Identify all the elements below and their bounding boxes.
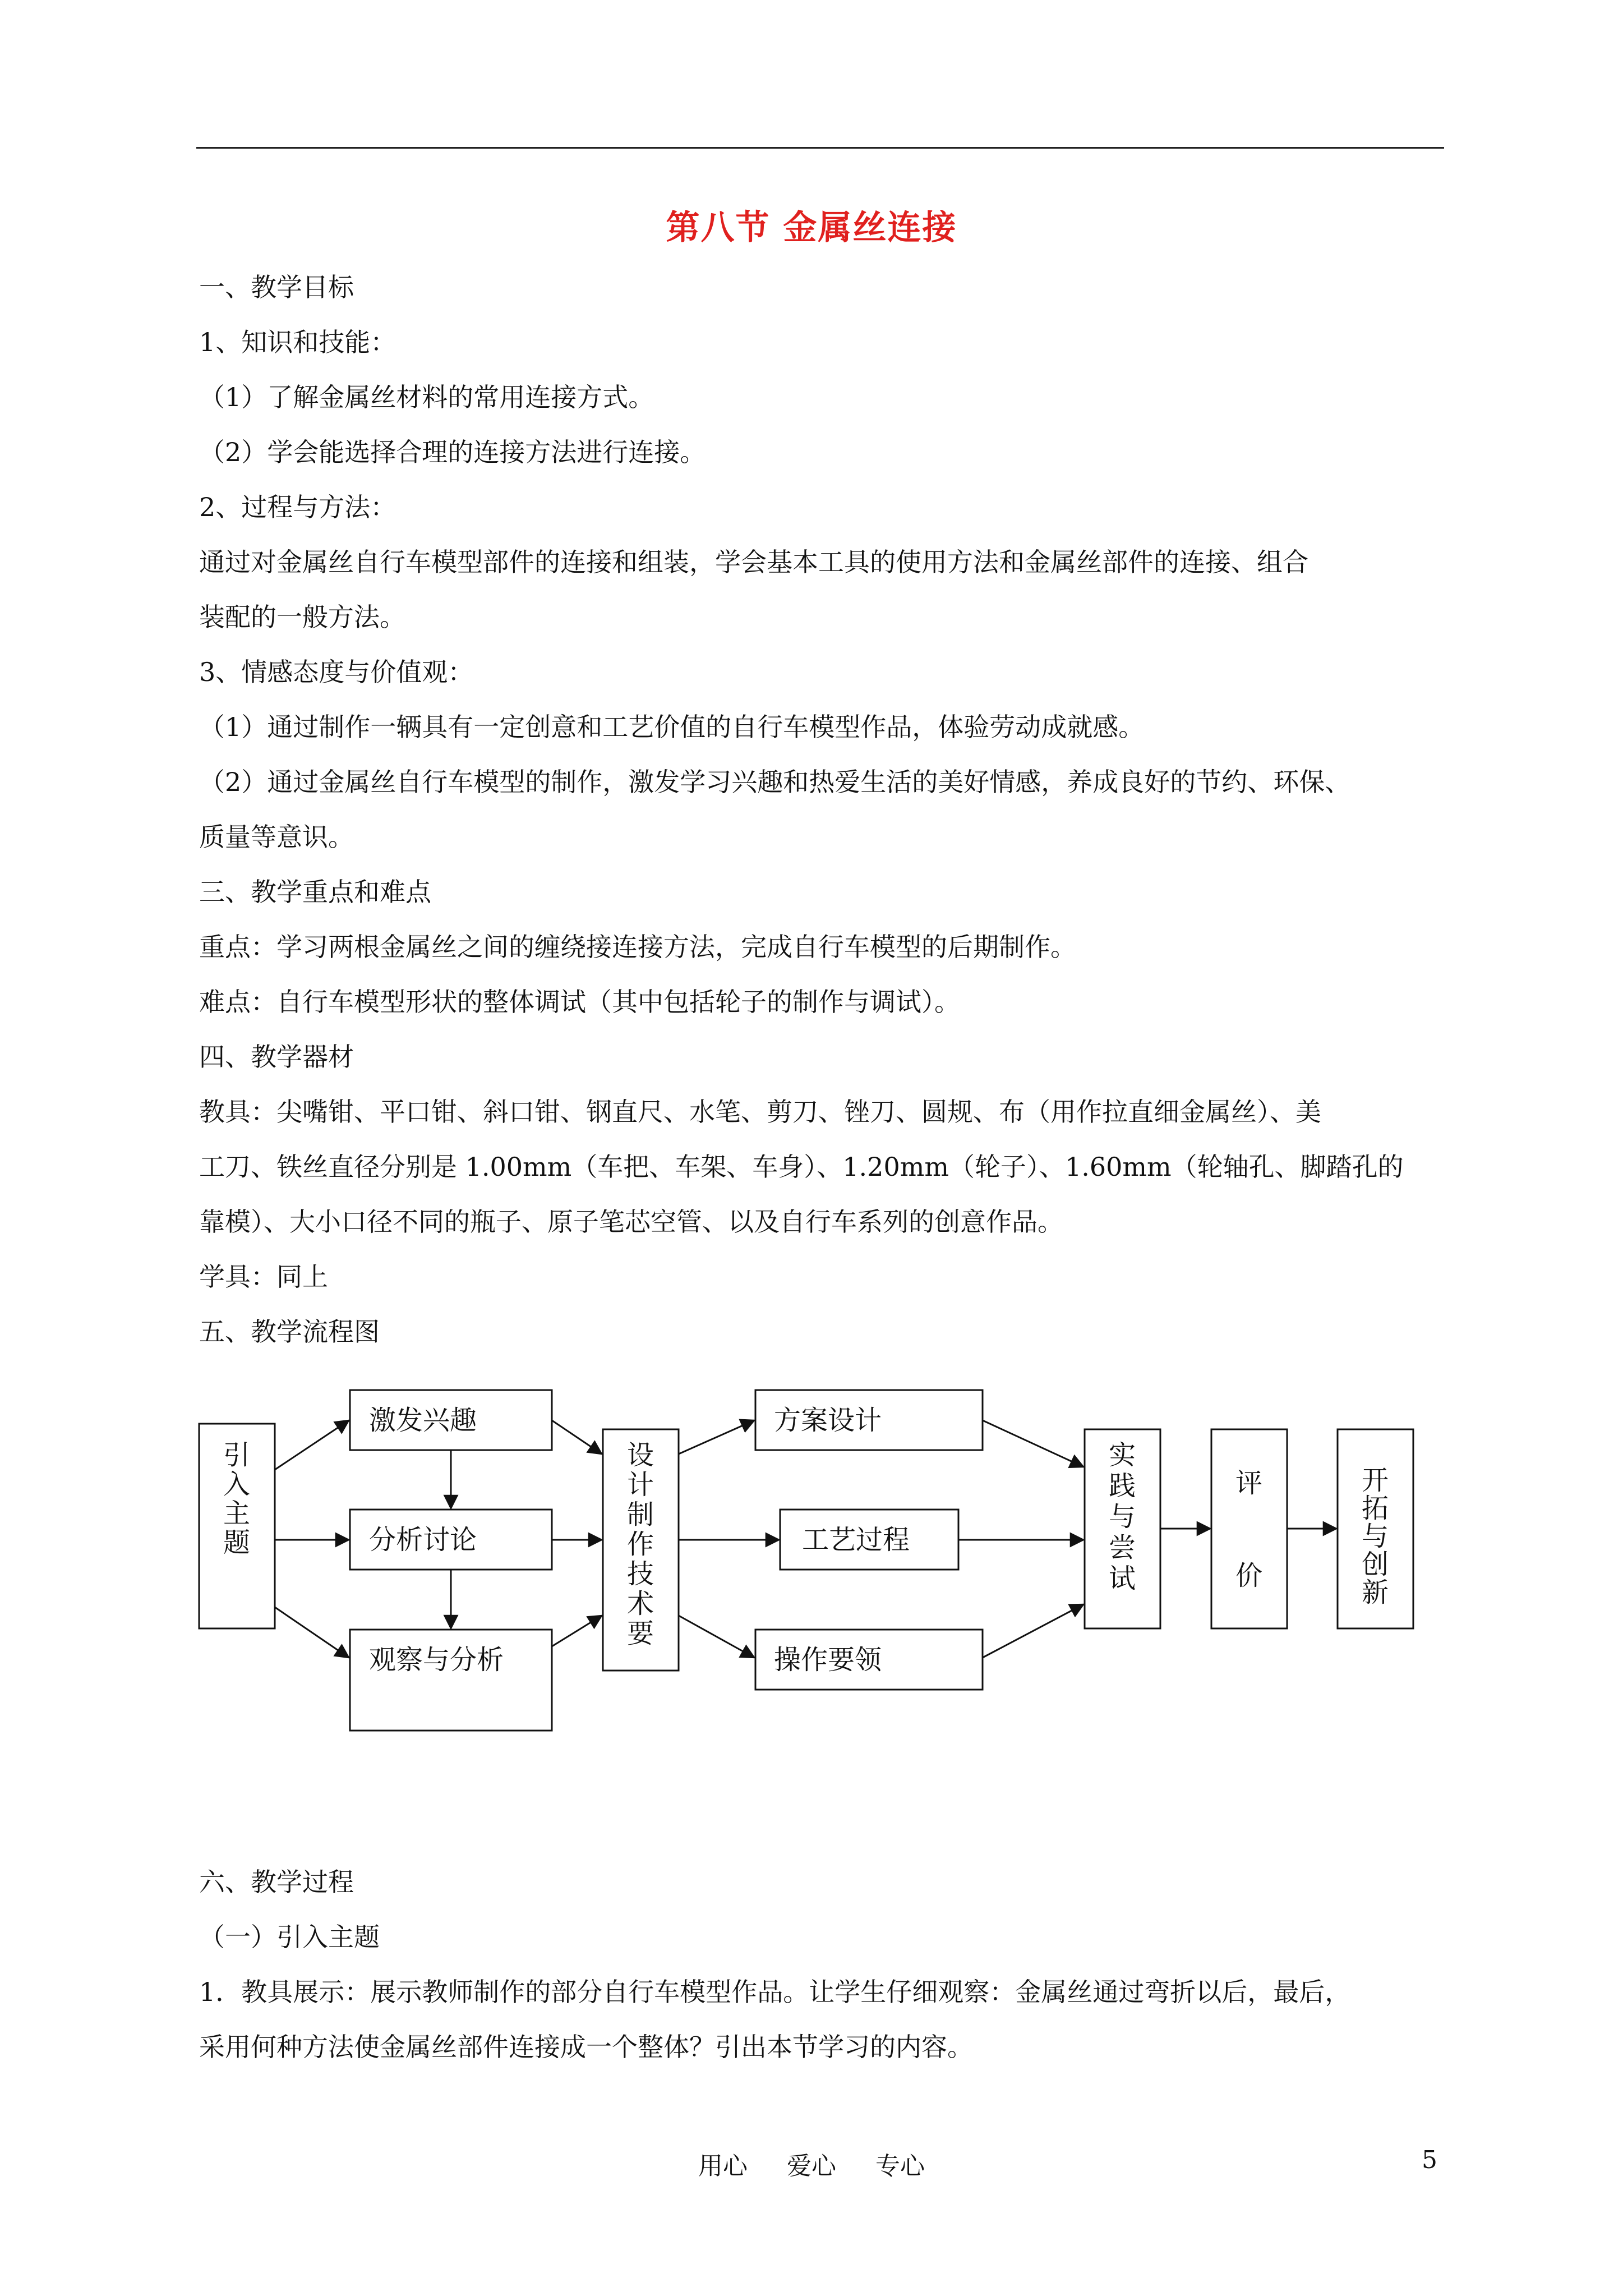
text-line: 六、教学过程 <box>199 1867 354 1897</box>
text-line: 学具：同上 <box>199 1262 328 1292</box>
arrow-design-plan <box>679 1420 754 1454</box>
box-evaluate <box>1211 1429 1287 1628</box>
arrow-plan-practice <box>983 1420 1083 1467</box>
text-line: 通过对金属丝自行车模型部件的连接和组装，学会基本工具的使用方法和金属丝部件的连接、组合 <box>199 547 1308 577</box>
label-practice-char: 尝 <box>1108 1532 1136 1563</box>
page-footer <box>0 2146 1623 2182</box>
label-evaluate-char: 价 <box>1235 1560 1263 1591</box>
footer-item: 爱心 <box>787 2152 836 2180</box>
text-line: 三、教学重点和难点 <box>199 877 431 907</box>
label-practice-char: 实 <box>1108 1439 1136 1471</box>
label-design-char: 要 <box>626 1618 654 1649</box>
text-line: 教具：尖嘴钳、平口钳、斜口钳、钢直尺、水笔、剪刀、锉刀、圆规、布（用作拉直细金属丝）、美 <box>199 1097 1321 1127</box>
label-innovate-char: 新 <box>1361 1577 1389 1608</box>
label-design-char: 作 <box>626 1529 654 1560</box>
text-line: 1、知识和技能： <box>199 327 396 357</box>
page-title: 第八节 金属丝连接 <box>666 208 957 247</box>
label-process: 工艺过程 <box>802 1524 910 1556</box>
label-start-char: 题 <box>223 1527 251 1558</box>
text-line: 工刀、铁丝直径分别是 1.00mm（车把、车架、车身）、1.20mm（轮子）、1.60mm（轮轴孔、脚踏孔的 <box>199 1152 1404 1182</box>
label-design-char: 术 <box>626 1588 654 1619</box>
text-line: 质量等意识。 <box>199 822 354 852</box>
text-line: 3、情感态度与价值观： <box>199 657 474 687</box>
arrow-start-motivate <box>275 1420 349 1470</box>
label-start-char: 入 <box>223 1469 251 1500</box>
footer-item: 专心 <box>875 2152 925 2180</box>
label-design-char: 设 <box>626 1439 654 1471</box>
label-design-char: 制 <box>626 1499 654 1530</box>
label-design-char: 计 <box>626 1469 654 1501</box>
text-line: （1）了解金属丝材料的常用连接方式。 <box>199 382 654 412</box>
label-essentials: 操作要领 <box>774 1644 882 1676</box>
arrow-start-observe <box>275 1607 349 1658</box>
label-start-char: 主 <box>223 1498 251 1529</box>
label-design-char: 技 <box>626 1558 654 1590</box>
text-line: （1）通过制作一辆具有一定创意和工艺价值的自行车模型作品，体验劳动成就感。 <box>199 712 1145 742</box>
text-line: （2）学会能选择合理的连接方法进行连接。 <box>199 437 706 467</box>
label-practice-char: 与 <box>1108 1501 1136 1533</box>
text-line: （2）通过金属丝自行车模型的制作，激发学习兴趣和热爱生活的美好情感，养成良好的节约、环保、 <box>199 767 1351 797</box>
label-innovate-char: 创 <box>1361 1549 1389 1580</box>
label-evaluate-char: 评 <box>1235 1467 1263 1499</box>
text-line: 2、过程与方法： <box>199 492 396 522</box>
arrow-design-essentials <box>679 1616 754 1658</box>
footer-item: 用心 <box>698 2152 748 2180</box>
label-observe: 观察与分析 <box>369 1644 504 1676</box>
label-discuss: 分析讨论 <box>369 1524 477 1556</box>
text-line: 一、教学目标 <box>199 272 354 302</box>
page-number: 5 <box>1422 2146 1437 2174</box>
label-innovate-char: 开 <box>1361 1465 1389 1496</box>
text-line: 四、教学器材 <box>199 1042 354 1072</box>
arrow-motivate-design <box>552 1420 602 1454</box>
label-plan: 方案设计 <box>774 1405 882 1436</box>
label-practice-char: 践 <box>1108 1470 1136 1502</box>
label-start-char: 引 <box>223 1439 251 1471</box>
text-line: 1．教具展示：展示教师制作的部分自行车模型作品。让学生仔细观察：金属丝通过弯折以后，最后， <box>199 1977 1351 2007</box>
text-line: 重点：学习两根金属丝之间的缠绕接连接方法，完成自行车模型的后期制作。 <box>199 932 1076 962</box>
text-line: 难点：自行车模型形状的整体调试（其中包括轮子的制作与调试）。 <box>199 987 960 1017</box>
text-line: 五、教学流程图 <box>199 1317 380 1347</box>
label-innovate-char: 拓 <box>1361 1493 1389 1524</box>
text-line: （一）引入主题 <box>199 1922 380 1952</box>
arrow-essentials-practice <box>983 1604 1083 1658</box>
text-line: 采用何种方法使金属丝部件连接成一个整体？引出本节学习的内容。 <box>199 2032 973 2062</box>
label-practice-char: 试 <box>1108 1563 1136 1594</box>
label-innovate-char: 与 <box>1361 1521 1389 1552</box>
text-line: 靠模）、大小口径不同的瓶子、原子笔芯空管、以及自行车系列的创意作品。 <box>199 1207 1063 1237</box>
text-line: 装配的一般方法。 <box>199 602 405 632</box>
arrow-observe-design <box>552 1616 602 1646</box>
label-motivate: 激发兴趣 <box>369 1405 477 1436</box>
